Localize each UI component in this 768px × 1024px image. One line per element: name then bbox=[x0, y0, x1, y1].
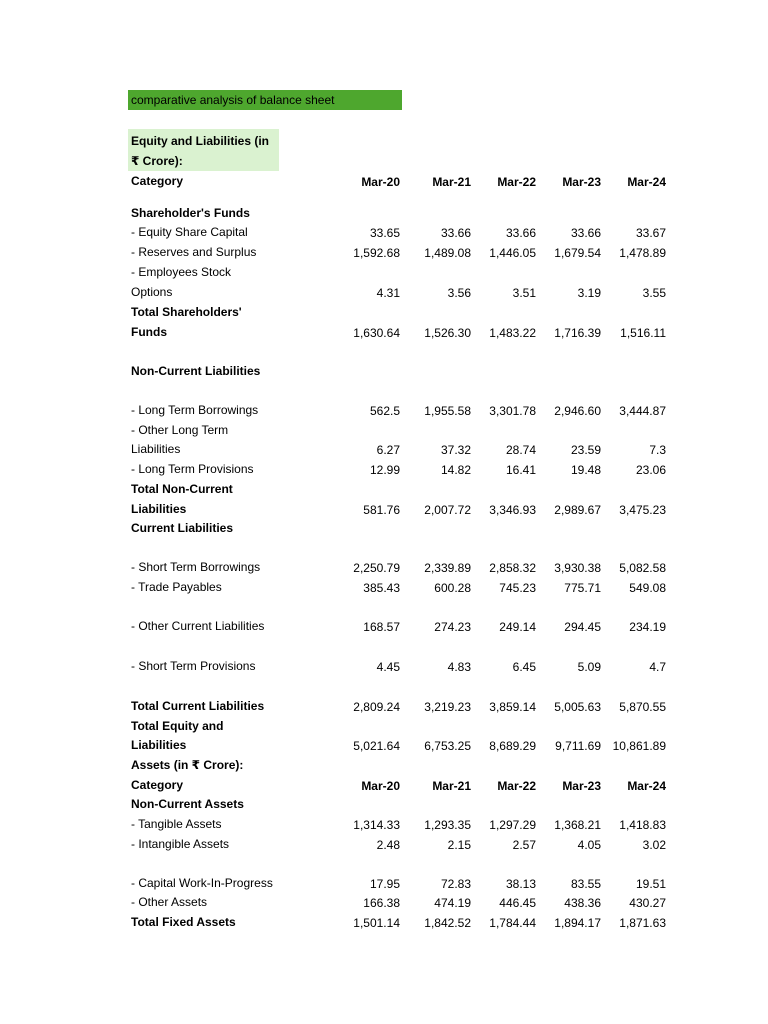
sheet-title[interactable]: comparative analysis of balance sheet bbox=[128, 90, 402, 110]
cell-value[interactable]: 2,007.72 bbox=[424, 503, 471, 517]
table-row bbox=[131, 557, 671, 577]
cell-value[interactable]: 2.57 bbox=[512, 838, 536, 852]
category-label[interactable]: Category bbox=[131, 174, 184, 188]
cell-value[interactable]: 14.82 bbox=[440, 463, 471, 477]
row-label[interactable]: - Capital Work-In-Progress bbox=[131, 876, 273, 890]
cell-value[interactable]: 4.31 bbox=[376, 286, 400, 300]
cell-value[interactable]: 2,339.89 bbox=[424, 561, 471, 575]
cell-value[interactable]: 3.02 bbox=[642, 838, 666, 852]
cell-value[interactable]: 6.27 bbox=[376, 443, 400, 457]
cell-value[interactable]: 1,489.08 bbox=[424, 246, 471, 260]
cell-value[interactable]: 3,219.23 bbox=[424, 700, 471, 714]
cell-value[interactable]: 1,955.58 bbox=[424, 404, 471, 418]
cell-value[interactable]: 168.57 bbox=[363, 620, 400, 634]
row-label[interactable]: - Short Term Provisions bbox=[131, 659, 256, 673]
cell-value[interactable]: 1,418.83 bbox=[619, 818, 666, 832]
cell-value[interactable]: 5,870.55 bbox=[619, 700, 666, 714]
equity-heading-line2[interactable]: ₹ Crore): bbox=[131, 154, 183, 168]
cell-value[interactable]: 1,483.22 bbox=[489, 326, 536, 340]
year-header[interactable]: Mar-24 bbox=[627, 175, 666, 189]
table-row bbox=[131, 222, 671, 242]
cell-value[interactable]: 562.5 bbox=[369, 404, 400, 418]
table-row bbox=[131, 262, 671, 282]
section-header-row bbox=[131, 361, 671, 381]
cell-value[interactable]: 23.06 bbox=[635, 463, 666, 477]
row-label[interactable]: - Other Assets bbox=[131, 895, 208, 909]
row-label[interactable]: Total Non-Current bbox=[131, 482, 233, 496]
cell-value[interactable]: 1,842.52 bbox=[424, 916, 471, 930]
cell-value[interactable]: 2.15 bbox=[447, 838, 471, 852]
cell-value[interactable]: 2,946.60 bbox=[554, 404, 601, 418]
cell-value[interactable]: 2,989.67 bbox=[554, 503, 601, 517]
row-label[interactable]: Options bbox=[131, 285, 173, 299]
assets-category-header-row bbox=[131, 775, 671, 795]
cell-value[interactable]: 12.99 bbox=[369, 463, 400, 477]
section-header-row bbox=[131, 794, 671, 814]
row-label[interactable]: Funds bbox=[131, 325, 167, 339]
cell-value[interactable]: 5,005.63 bbox=[554, 700, 601, 714]
year-header[interactable]: Mar-23 bbox=[562, 175, 601, 189]
table-row bbox=[131, 616, 671, 636]
cell-value[interactable]: 1,716.39 bbox=[554, 326, 601, 340]
cell-value[interactable]: 1,784.44 bbox=[489, 916, 536, 930]
cell-value[interactable]: 2,250.79 bbox=[353, 561, 400, 575]
cell-value[interactable]: 1,478.89 bbox=[619, 246, 666, 260]
cell-value[interactable]: 166.38 bbox=[363, 896, 400, 910]
cell-value[interactable]: 3.51 bbox=[512, 286, 536, 300]
table-row bbox=[131, 420, 671, 440]
cell-value[interactable]: 1,679.54 bbox=[554, 246, 601, 260]
cell-value[interactable]: 474.19 bbox=[434, 896, 471, 910]
cell-value[interactable]: 1,894.17 bbox=[554, 916, 601, 930]
equity-heading-row bbox=[131, 131, 671, 151]
cell-value[interactable]: 581.76 bbox=[363, 503, 400, 517]
cell-value[interactable]: 17.95 bbox=[369, 877, 400, 891]
table-row bbox=[131, 873, 671, 893]
row-label[interactable]: Total Shareholders' bbox=[131, 305, 242, 319]
year-header[interactable]: Mar-21 bbox=[432, 779, 471, 793]
row-label[interactable]: - Long Term Borrowings bbox=[131, 403, 259, 417]
cell-value[interactable]: 83.55 bbox=[570, 877, 601, 891]
cell-value[interactable]: 1,293.35 bbox=[424, 818, 471, 832]
cell-value[interactable]: 4.7 bbox=[649, 660, 666, 674]
cell-value[interactable]: 2,858.32 bbox=[489, 561, 536, 575]
cell-value[interactable]: 23.59 bbox=[570, 443, 601, 457]
table-row bbox=[131, 282, 671, 302]
row-label[interactable]: Liabilities bbox=[131, 502, 187, 516]
row-label[interactable]: - Other Long Term bbox=[131, 423, 229, 437]
equity-category-header-row bbox=[131, 171, 671, 191]
row-label[interactable]: - Intangible Assets bbox=[131, 837, 230, 851]
cell-value[interactable]: 438.36 bbox=[564, 896, 601, 910]
row-label[interactable]: - Employees Stock bbox=[131, 265, 232, 279]
cell-value[interactable]: 385.43 bbox=[363, 581, 400, 595]
cell-value[interactable]: 430.27 bbox=[629, 896, 666, 910]
cell-value[interactable]: 33.66 bbox=[570, 226, 601, 240]
cell-value[interactable]: 6.45 bbox=[512, 660, 536, 674]
cell-value[interactable]: 2.48 bbox=[376, 838, 400, 852]
cell-value[interactable]: 549.08 bbox=[629, 581, 666, 595]
cell-value[interactable]: 7.3 bbox=[649, 443, 666, 457]
cell-value[interactable]: 37.32 bbox=[440, 443, 471, 457]
cell-value[interactable]: 446.45 bbox=[499, 896, 536, 910]
cell-value[interactable]: 19.48 bbox=[570, 463, 601, 477]
cell-value[interactable]: 600.28 bbox=[434, 581, 471, 595]
cell-value[interactable]: 28.74 bbox=[505, 443, 536, 457]
table-row bbox=[131, 735, 671, 755]
table-row bbox=[131, 716, 671, 736]
cell-value[interactable]: 3,346.93 bbox=[489, 503, 536, 517]
equity-heading-row-2 bbox=[131, 151, 671, 171]
non-current-liabilities-heading[interactable]: Non-Current Liabilities bbox=[131, 364, 261, 378]
table-row bbox=[131, 242, 671, 262]
table-row bbox=[131, 696, 671, 716]
cell-value[interactable]: 775.71 bbox=[564, 581, 601, 595]
cell-value[interactable]: 1,368.21 bbox=[554, 818, 601, 832]
cell-value[interactable]: 4.05 bbox=[577, 838, 601, 852]
table-row bbox=[131, 834, 671, 854]
shareholders-funds-heading[interactable]: Shareholder's Funds bbox=[131, 206, 250, 220]
table-row bbox=[131, 499, 671, 519]
table-row bbox=[131, 322, 671, 342]
current-liabilities-heading[interactable]: Current Liabilities bbox=[131, 521, 234, 535]
cell-value[interactable]: 1,446.05 bbox=[489, 246, 536, 260]
cell-value[interactable]: 1,592.68 bbox=[353, 246, 400, 260]
row-label[interactable]: - Tangible Assets bbox=[131, 817, 222, 831]
cell-value[interactable]: 1,314.33 bbox=[353, 818, 400, 832]
cell-value[interactable]: 4.83 bbox=[447, 660, 471, 674]
cell-value[interactable]: 33.66 bbox=[505, 226, 536, 240]
cell-value[interactable]: 1,501.14 bbox=[353, 916, 400, 930]
cell-value[interactable]: 4.45 bbox=[376, 660, 400, 674]
cell-value[interactable]: 8,689.29 bbox=[489, 739, 536, 753]
cell-value[interactable]: 3,475.23 bbox=[619, 503, 666, 517]
row-label[interactable]: Liabilities bbox=[131, 442, 181, 456]
row-label[interactable]: Total Fixed Assets bbox=[131, 915, 236, 929]
table-row bbox=[131, 577, 671, 597]
year-header[interactable]: Mar-21 bbox=[432, 175, 471, 189]
cell-value[interactable]: 3,859.14 bbox=[489, 700, 536, 714]
cell-value[interactable]: 1,297.29 bbox=[489, 818, 536, 832]
cell-value[interactable]: 274.23 bbox=[434, 620, 471, 634]
cell-value[interactable]: 1,526.30 bbox=[424, 326, 471, 340]
table-row bbox=[131, 892, 671, 912]
cell-value[interactable]: 1,871.63 bbox=[619, 916, 666, 930]
category-label[interactable]: Category bbox=[131, 778, 184, 792]
table-row bbox=[131, 479, 671, 499]
year-header[interactable]: Mar-20 bbox=[361, 175, 400, 189]
table-row bbox=[131, 400, 671, 420]
row-label[interactable]: - Equity Share Capital bbox=[131, 225, 248, 239]
cell-value[interactable]: 33.65 bbox=[369, 226, 400, 240]
section-header-row bbox=[131, 203, 671, 223]
cell-value[interactable]: 3,930.38 bbox=[554, 561, 601, 575]
cell-value[interactable]: 3.56 bbox=[447, 286, 471, 300]
cell-value[interactable]: 33.66 bbox=[440, 226, 471, 240]
table-row bbox=[131, 459, 671, 479]
cell-value[interactable]: 1,630.64 bbox=[353, 326, 400, 340]
non-current-assets-heading[interactable]: Non-Current Assets bbox=[131, 797, 244, 811]
equity-heading-line1[interactable]: Equity and Liabilities (in bbox=[131, 134, 270, 148]
cell-value[interactable]: 234.19 bbox=[629, 620, 666, 634]
row-label[interactable]: Liabilities bbox=[131, 738, 187, 752]
cell-value[interactable]: 294.45 bbox=[564, 620, 601, 634]
year-header[interactable]: Mar-22 bbox=[497, 779, 536, 793]
cell-value[interactable]: 5.09 bbox=[577, 660, 601, 674]
table-row bbox=[131, 302, 671, 322]
cell-value[interactable]: 33.67 bbox=[635, 226, 666, 240]
cell-value[interactable]: 3.55 bbox=[642, 286, 666, 300]
cell-value[interactable]: 3,444.87 bbox=[619, 404, 666, 418]
cell-value[interactable]: 72.83 bbox=[440, 877, 471, 891]
table-row bbox=[131, 814, 671, 834]
cell-value[interactable]: 38.13 bbox=[505, 877, 536, 891]
cell-value[interactable]: 3.19 bbox=[577, 286, 601, 300]
row-label[interactable]: - Trade Payables bbox=[131, 580, 222, 594]
year-header[interactable]: Mar-20 bbox=[361, 779, 400, 793]
cell-value[interactable]: 16.41 bbox=[505, 463, 536, 477]
cell-value[interactable]: 10,861.89 bbox=[612, 739, 666, 753]
section-header-row bbox=[131, 518, 671, 538]
row-label[interactable]: - Short Term Borrowings bbox=[131, 560, 261, 574]
cell-value[interactable]: 745.23 bbox=[499, 581, 536, 595]
row-label[interactable]: Total Current Liabilities bbox=[131, 699, 265, 713]
table-row bbox=[131, 912, 671, 932]
year-header[interactable]: Mar-22 bbox=[497, 175, 536, 189]
table-row bbox=[131, 439, 671, 459]
year-header[interactable]: Mar-24 bbox=[627, 779, 666, 793]
year-header[interactable]: Mar-23 bbox=[562, 779, 601, 793]
cell-value[interactable]: 249.14 bbox=[499, 620, 536, 634]
cell-value[interactable]: 1,516.11 bbox=[620, 326, 666, 340]
cell-value[interactable]: 5,082.58 bbox=[619, 561, 666, 575]
row-label[interactable]: - Reserves and Surplus bbox=[131, 245, 257, 259]
cell-value[interactable]: 2,809.24 bbox=[353, 700, 400, 714]
row-label[interactable]: - Other Current Liabilities bbox=[131, 619, 265, 633]
cell-value[interactable]: 6,753.25 bbox=[424, 739, 471, 753]
cell-value[interactable]: 5,021.64 bbox=[353, 739, 400, 753]
cell-value[interactable]: 3,301.78 bbox=[489, 404, 536, 418]
assets-heading-row bbox=[131, 755, 671, 775]
cell-value[interactable]: 9,711.69 bbox=[555, 739, 601, 753]
table-row bbox=[131, 656, 671, 676]
assets-heading[interactable]: Assets (in ₹ Crore): bbox=[131, 758, 244, 772]
row-label[interactable]: Total Equity and bbox=[131, 719, 224, 733]
cell-value[interactable]: 19.51 bbox=[635, 877, 666, 891]
row-label[interactable]: - Long Term Provisions bbox=[131, 462, 254, 476]
